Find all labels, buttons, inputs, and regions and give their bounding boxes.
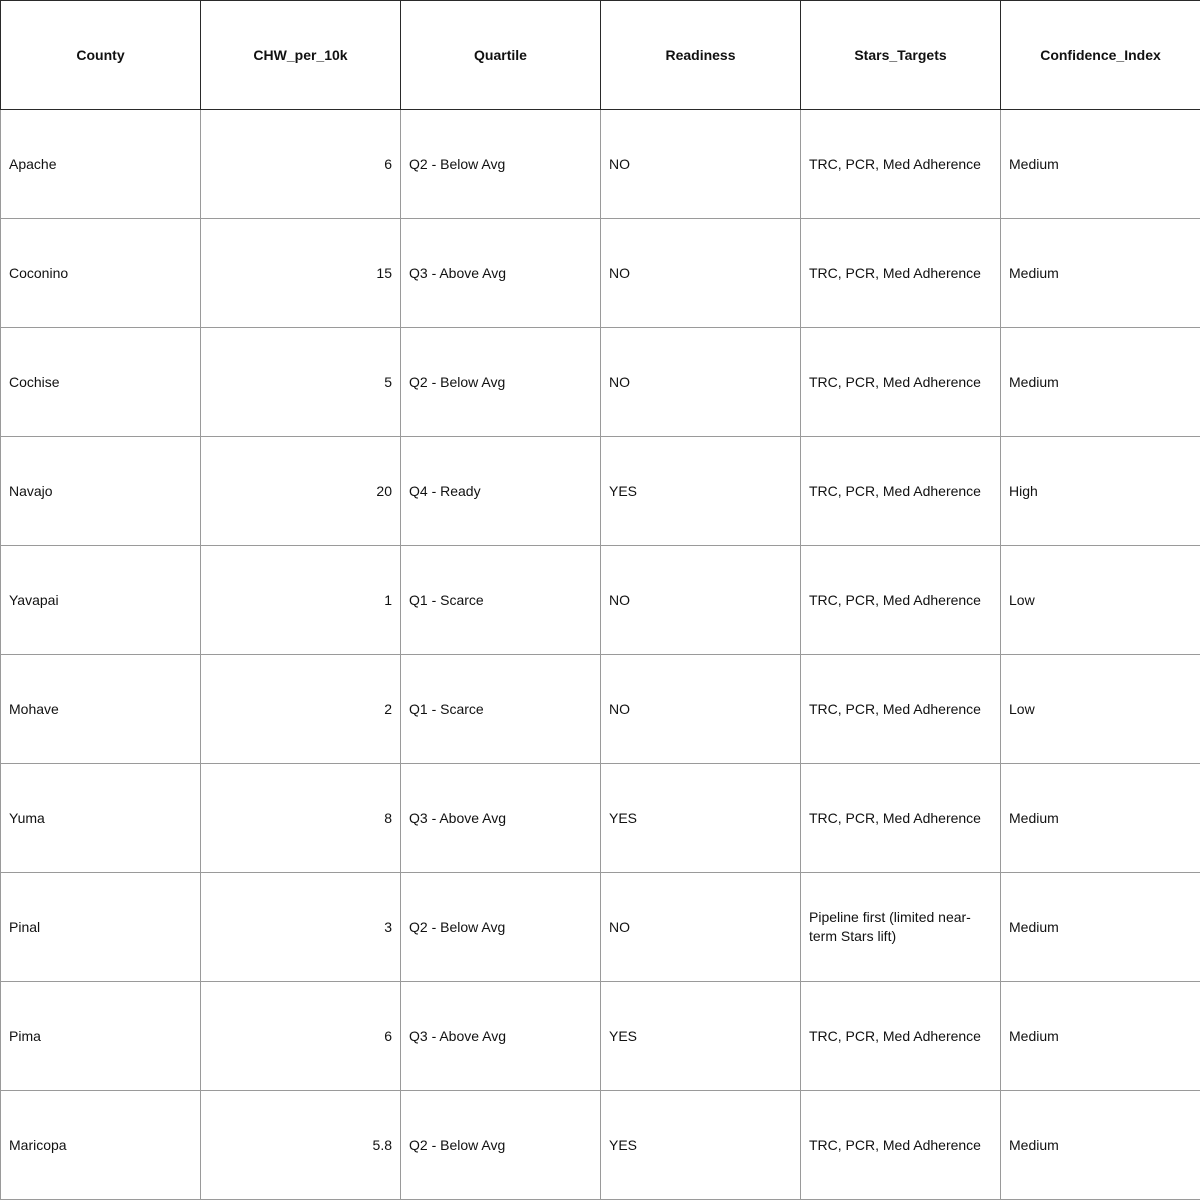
cell-quartile: Q1 - Scarce xyxy=(401,546,601,655)
cell-county: Yavapai xyxy=(1,546,201,655)
cell-confidence-index: High xyxy=(1001,437,1200,546)
cell-readiness: YES xyxy=(601,1091,801,1200)
cell-stars-targets: TRC, PCR, Med Adherence xyxy=(801,219,1001,328)
cell-county: Cochise xyxy=(1,328,201,437)
cell-chw-per-10k: 5.8 xyxy=(201,1091,401,1200)
cell-confidence-index: Medium xyxy=(1001,982,1200,1091)
cell-quartile: Q3 - Above Avg xyxy=(401,219,601,328)
cell-chw-per-10k: 1 xyxy=(201,546,401,655)
header-row xyxy=(1,1,1200,110)
cell-stars-targets: TRC, PCR, Med Adherence xyxy=(801,437,1001,546)
table-row xyxy=(1,982,1200,1091)
cell-confidence-index: Medium xyxy=(1001,764,1200,873)
column-header-readiness: Readiness xyxy=(601,1,801,110)
cell-chw-per-10k: 15 xyxy=(201,219,401,328)
cell-quartile: Q2 - Below Avg xyxy=(401,873,601,982)
cell-confidence-index: Medium xyxy=(1001,1091,1200,1200)
cell-stars-targets: TRC, PCR, Med Adherence xyxy=(801,982,1001,1091)
cell-stars-targets: TRC, PCR, Med Adherence xyxy=(801,110,1001,219)
cell-county: Apache xyxy=(1,110,201,219)
cell-quartile: Q1 - Scarce xyxy=(401,655,601,764)
table-row xyxy=(1,873,1200,982)
cell-stars-targets: TRC, PCR, Med Adherence xyxy=(801,546,1001,655)
cell-readiness: YES xyxy=(601,437,801,546)
cell-stars-targets: TRC, PCR, Med Adherence xyxy=(801,655,1001,764)
cell-stars-targets: TRC, PCR, Med Adherence xyxy=(801,764,1001,873)
cell-confidence-index: Medium xyxy=(1001,328,1200,437)
cell-readiness: NO xyxy=(601,328,801,437)
cell-chw-per-10k: 3 xyxy=(201,873,401,982)
table-row xyxy=(1,1091,1200,1200)
table-row xyxy=(1,219,1200,328)
table-row xyxy=(1,437,1200,546)
table-row xyxy=(1,764,1200,873)
cell-county: Mohave xyxy=(1,655,201,764)
table-row xyxy=(1,546,1200,655)
cell-readiness: NO xyxy=(601,873,801,982)
cell-county: Pima xyxy=(1,982,201,1091)
cell-stars-targets: TRC, PCR, Med Adherence xyxy=(801,1091,1001,1200)
column-header-county: County xyxy=(1,1,201,110)
column-header-stars-targets: Stars_Targets xyxy=(801,1,1001,110)
cell-stars-targets: TRC, PCR, Med Adherence xyxy=(801,328,1001,437)
cell-quartile: Q2 - Below Avg xyxy=(401,1091,601,1200)
cell-quartile: Q2 - Below Avg xyxy=(401,328,601,437)
cell-readiness: NO xyxy=(601,110,801,219)
cell-readiness: NO xyxy=(601,219,801,328)
cell-county: Coconino xyxy=(1,219,201,328)
cell-readiness: YES xyxy=(601,982,801,1091)
cell-confidence-index: Low xyxy=(1001,655,1200,764)
cell-confidence-index: Medium xyxy=(1001,110,1200,219)
table-row xyxy=(1,655,1200,764)
cell-readiness: YES xyxy=(601,764,801,873)
cell-readiness: NO xyxy=(601,546,801,655)
cell-quartile: Q3 - Above Avg xyxy=(401,764,601,873)
cell-county: Navajo xyxy=(1,437,201,546)
cell-confidence-index: Medium xyxy=(1001,873,1200,982)
cell-readiness: NO xyxy=(601,655,801,764)
table-row xyxy=(1,110,1200,219)
cell-chw-per-10k: 20 xyxy=(201,437,401,546)
cell-chw-per-10k: 6 xyxy=(201,982,401,1091)
cell-chw-per-10k: 5 xyxy=(201,328,401,437)
cell-county: Yuma xyxy=(1,764,201,873)
cell-quartile: Q4 - Ready xyxy=(401,437,601,546)
cell-confidence-index: Medium xyxy=(1001,219,1200,328)
cell-chw-per-10k: 2 xyxy=(201,655,401,764)
cell-chw-per-10k: 8 xyxy=(201,764,401,873)
cell-quartile: Q3 - Above Avg xyxy=(401,982,601,1091)
cell-county: Pinal xyxy=(1,873,201,982)
column-header-quartile: Quartile xyxy=(401,1,601,110)
cell-quartile: Q2 - Below Avg xyxy=(401,110,601,219)
cell-confidence-index: Low xyxy=(1001,546,1200,655)
cell-chw-per-10k: 6 xyxy=(201,110,401,219)
table-row xyxy=(1,328,1200,437)
cell-stars-targets: Pipeline first (limited near-term Stars lift) xyxy=(801,873,1001,982)
column-header-chw-per-10k: CHW_per_10k xyxy=(201,1,401,110)
cell-county: Maricopa xyxy=(1,1091,201,1200)
column-header-confidence-index: Confidence_Index xyxy=(1001,1,1200,110)
